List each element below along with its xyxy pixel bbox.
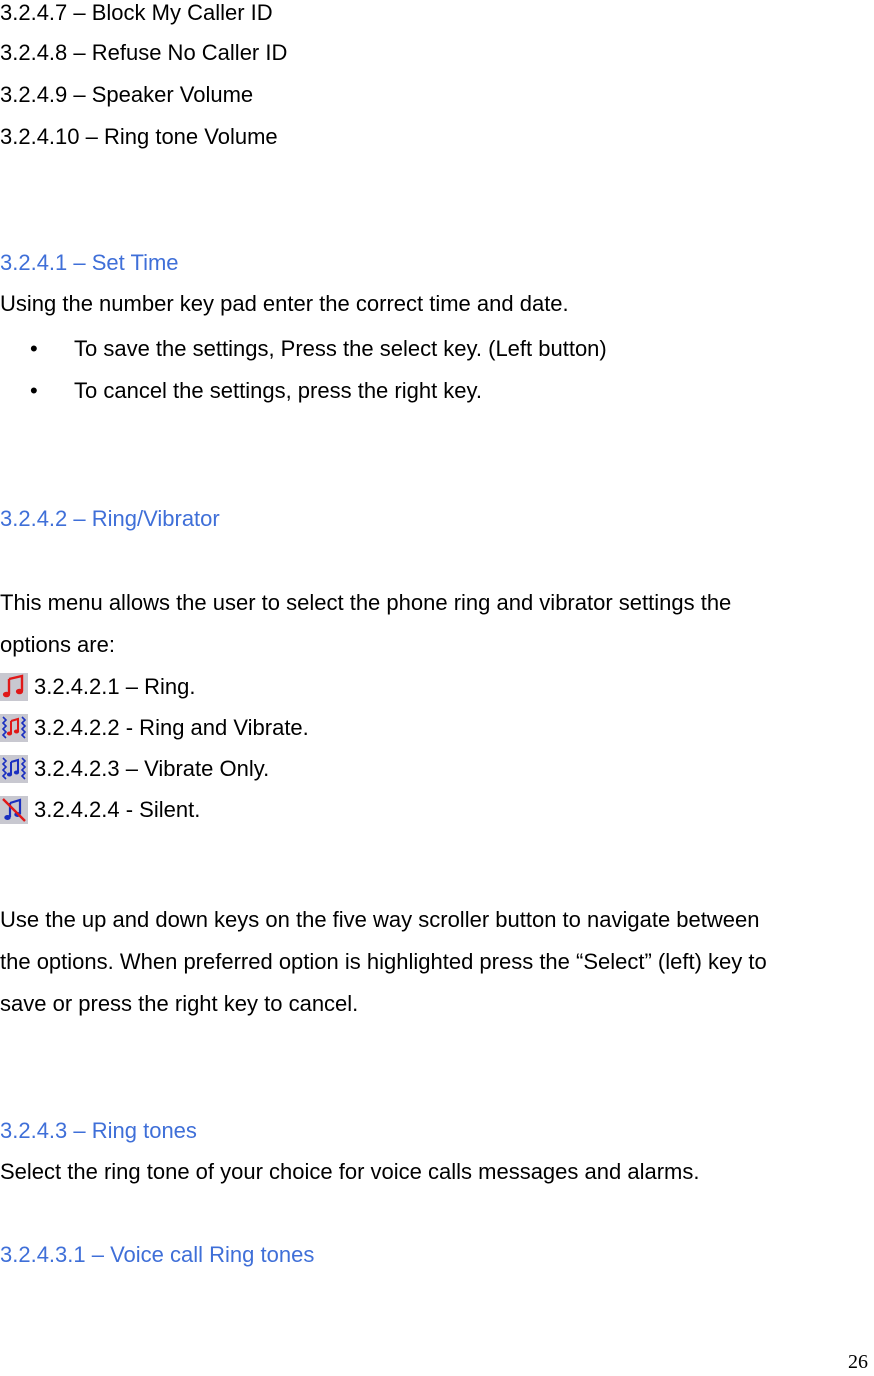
bullet-text: To cancel the settings, press the right key. <box>74 378 483 403</box>
set-time-bullet-cancel <box>30 378 482 404</box>
silent-icon <box>0 796 28 824</box>
bullet-symbol: • <box>30 336 38 361</box>
ring-tones-heading: 3.2.4.3 – Ring tones <box>0 1118 197 1143</box>
ring-vibrator-instructions-line3: save or press the right key to cancel. <box>0 991 359 1016</box>
ring-note-icon <box>0 673 28 701</box>
ring-vibrator-instructions-line1: Use the up and down keys on the five way scroller button to navigate between <box>0 907 760 932</box>
toc-item-speaker-volume: 3.2.4.9 – Speaker Volume <box>0 82 254 107</box>
set-time-bullet-save <box>30 336 607 362</box>
set-time-intro: Using the number key pad enter the correct time and date. <box>0 291 569 316</box>
voice-call-ring-tones-heading: 3.2.4.3.1 – Voice call Ring tones <box>0 1242 315 1267</box>
set-time-heading: 3.2.4.1 – Set Time <box>0 250 179 275</box>
page-number: 26 <box>848 1351 868 1373</box>
ring-tones-intro: Select the ring tone of your choice for voice calls messages and alarms. <box>0 1159 700 1184</box>
option-label: 3.2.4.2.1 – Ring. <box>34 674 196 699</box>
option-label: 3.2.4.2.3 – Vibrate Only. <box>34 756 270 781</box>
vibrate-only-icon <box>0 755 28 783</box>
bullet-text: To save the settings, Press the select key. (Left button) <box>74 336 607 361</box>
ring-vibrator-intro-line1: This menu allows the user to select the phone ring and vibrator settings the <box>0 590 732 615</box>
option-ring <box>0 672 195 702</box>
toc-item-block-caller-id: 3.2.4.7 – Block My Caller ID <box>0 0 273 25</box>
option-silent <box>0 795 200 825</box>
ring-vibrate-icon <box>0 714 28 742</box>
ring-vibrator-instructions-line2: the options. When preferred option is highlighted press the “Select” (left) key to <box>0 949 767 974</box>
option-vibrate-only <box>0 754 269 784</box>
option-label: 3.2.4.2.2 - Ring and Vibrate. <box>34 715 309 740</box>
toc-item-refuse-no-caller-id: 3.2.4.8 – Refuse No Caller ID <box>0 40 288 65</box>
option-ring-and-vibrate <box>0 713 309 743</box>
toc-item-ring-tone-volume: 3.2.4.10 – Ring tone Volume <box>0 124 278 149</box>
bullet-symbol: • <box>30 378 38 403</box>
ring-vibrator-intro-line2: options are: <box>0 632 115 657</box>
ring-vibrator-heading: 3.2.4.2 – Ring/Vibrator <box>0 506 220 531</box>
option-label: 3.2.4.2.4 - Silent. <box>34 797 201 822</box>
